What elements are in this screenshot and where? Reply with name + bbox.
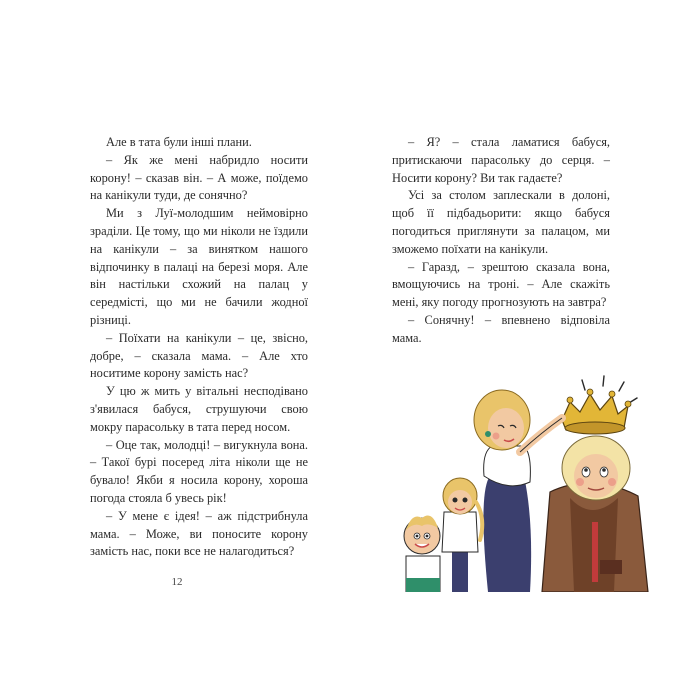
family-crown-illustration (392, 372, 652, 592)
paragraph: Але в тата були інші плани. (106, 135, 252, 149)
right-page-text (392, 134, 610, 348)
girl-figure (442, 478, 482, 592)
boy-figure (404, 516, 440, 592)
paragraph: Ми з Луї-молодшим неймовірно зраділи. Це тому, що ми ніколи не їздили на канікули – за винятком нашого відпочинку в палаці на березі моря. Але він настільки схожий на палац у середмісті, що ми не бачили жодної різниці. (90, 206, 308, 327)
paragraph: У цю ж мить у вітальні несподівано з'явилася бабуся, струшуючи свою мокру парасольку в тата перед носом. (90, 384, 308, 434)
paragraph: – Я? – стала ламатися бабуся, притискаючи парасольку до серця. – Носити корону? Ви так гадаєте? (392, 135, 610, 185)
paragraph: – У мене є ідея! – аж підстрибнула мама. – Може, ви поносите корону замість нас, поки все не налагодиться? (90, 508, 308, 559)
grandma-figure (542, 436, 648, 592)
left-page-text (90, 134, 308, 561)
paragraph: Усі за столом заплескали в долоні, щоб її підбадьорити: якщо бабуся погодиться приглянути за палацом, ми зможемо поїхати на канікули. (392, 188, 610, 256)
paragraph: – Сонячну! – впевнено відповіла мама. (392, 312, 610, 345)
paragraph: – Як же мені набридло носити корону! – сказав він. – А може, поїдемо на канікули туди, де сонячно? (90, 152, 308, 203)
paragraph: – Оце так, молодці! – вигукнула вона. – Такої бурі посеред літа ніколи ще не бувало! Якби я носила корону, хороша погода стояла б увесь рік! (90, 437, 308, 505)
crown-icon (562, 389, 631, 434)
paragraph: – Поїхати на канікули – це, звісно, добре, – сказала мама. – Але хто носитиме корону замість нас? (90, 330, 308, 381)
paragraph: – Гаразд, – зрештою сказала вона, вмощуючись на троні. – Але скажіть мені, яку погоду прогнозують на завтра? (392, 259, 610, 310)
page-number: 12 (171, 576, 183, 588)
